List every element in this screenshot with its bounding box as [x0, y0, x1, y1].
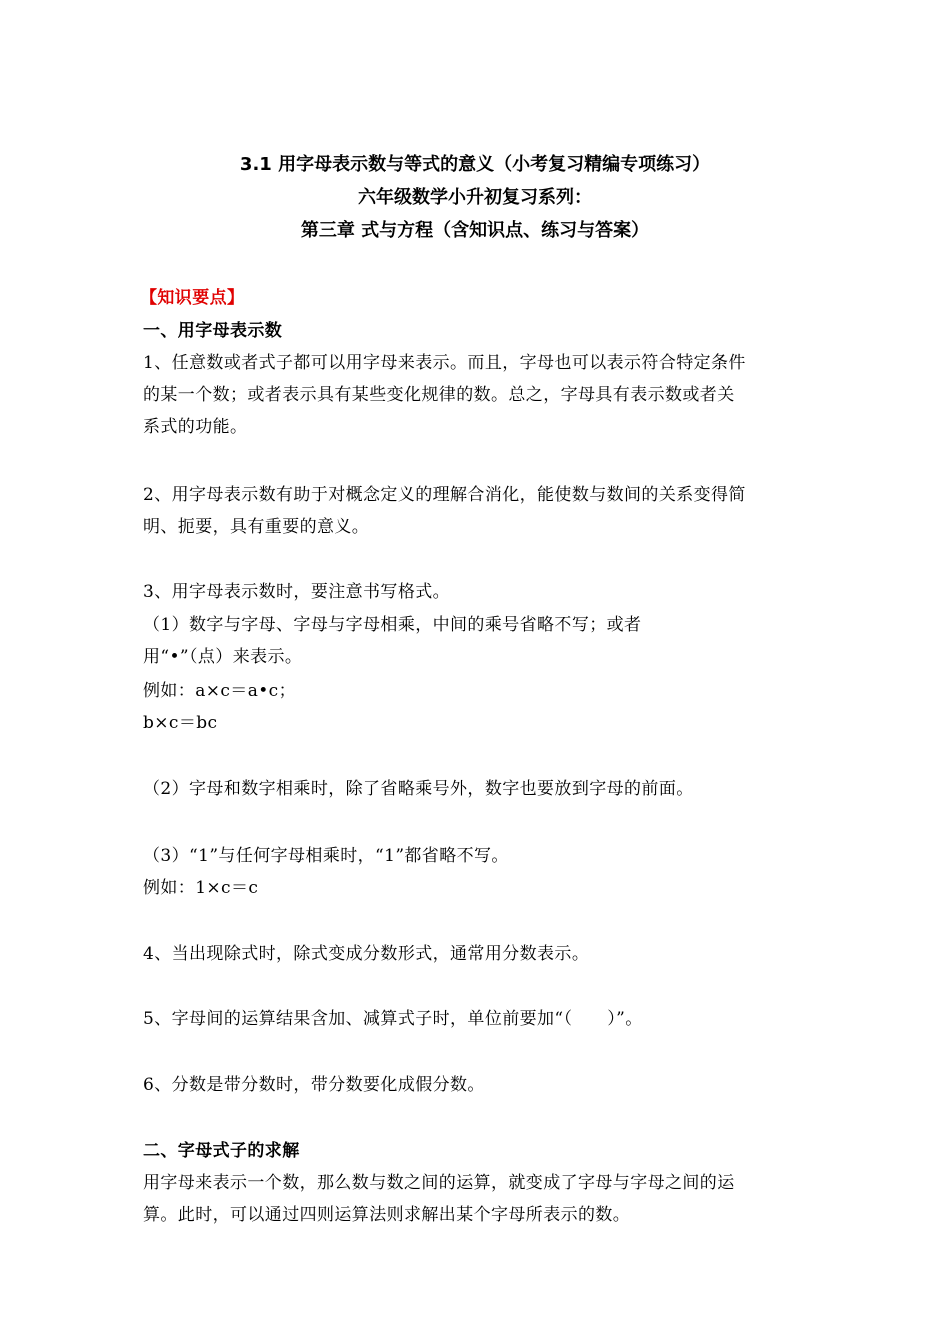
paragraph-line: （3）“1”与任何字母相乘时，“1”都省略不写。 [143, 846, 509, 866]
paragraph-line: 2、用字母表示数有助于对概念定义的理解合消化，能使数与数间的关系变得简 [143, 485, 746, 505]
paragraph-line: 系式的功能。 [143, 417, 248, 437]
paragraph-line: 的某一个数；或者表示具有某些变化规律的数。总之，字母具有表示数或者关 [143, 385, 735, 405]
paragraph-line: 6、分数是带分数时，带分数要化成假分数。 [143, 1075, 485, 1095]
paragraph-line: （2）字母和数字相乘时，除了省略乘号外，数字也要放到字母的前面。 [143, 779, 694, 799]
paragraph-line: 5、字母间的运算结果含加、减算式子时，单位前要加“（ ）”。 [143, 1009, 643, 1029]
paragraph-line: 明、扼要，具有重要的意义。 [143, 517, 370, 537]
example-line: 例如：1×c＝c [143, 878, 259, 898]
knowledge-points-label: 【知识要点】 [140, 288, 245, 308]
doc-title-1: 3.1 用字母表示数与等式的意义（小考复习精编专项练习） [239, 154, 711, 175]
doc-title-2: 六年级数学小升初复习系列： [358, 187, 592, 208]
paragraph-line: 4、当出现除式时，除式变成分数形式，通常用分数表示。 [143, 944, 590, 964]
paragraph-line: 算。此时，可以通过四则运算法则求解出某个字母所表示的数。 [143, 1205, 631, 1225]
paragraph-line: （1）数字与字母、字母与字母相乘，中间的乘号省略不写；或者 [143, 615, 642, 635]
paragraph-line: 用“•”（点）来表示。 [143, 647, 303, 667]
section-1-heading: 一、用字母表示数 [143, 321, 283, 341]
paragraph-line: 3、用字母表示数时，要注意书写格式。 [143, 582, 451, 602]
section-2-heading: 二、字母式子的求解 [143, 1141, 300, 1161]
paragraph-line: 用字母来表示一个数，那么数与数之间的运算，就变成了字母与字母之间的运 [143, 1173, 735, 1193]
example-line: b×c＝bc [143, 713, 218, 733]
example-line: 例如：a×c＝a•c； [143, 681, 296, 701]
paragraph-line: 1、任意数或者式子都可以用字母来表示。而且，字母也可以表示符合特定条件 [143, 353, 746, 373]
doc-title-3: 第三章 式与方程（含知识点、练习与答案） [300, 220, 650, 241]
